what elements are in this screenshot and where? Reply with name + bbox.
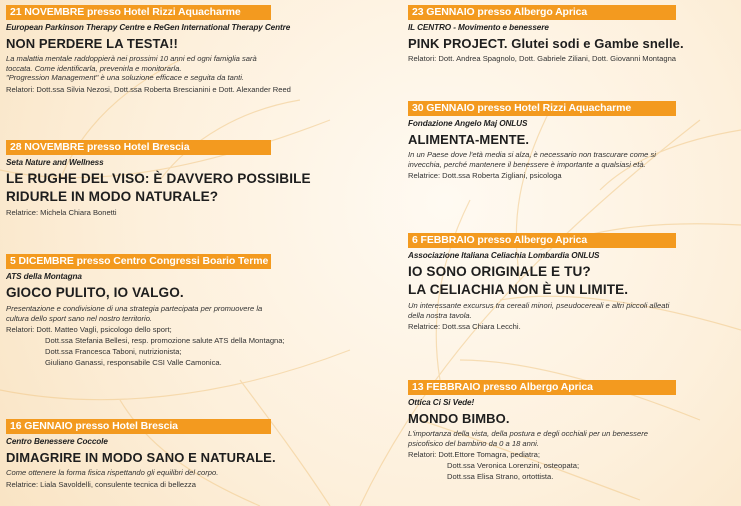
- event-card: [6, 5, 346, 96]
- event-organizer: ATS della Montagna: [6, 272, 82, 281]
- event-card: [6, 140, 346, 219]
- event-title: MONDO BIMBO.: [408, 411, 510, 426]
- event-organizer: Centro Benessere Coccole: [6, 437, 108, 446]
- event-title: ALIMENTA-MENTE.: [408, 132, 530, 147]
- event-card: [408, 5, 738, 65]
- event-date-bar: 21 NOVEMBRE presso Hotel Rizzi Aquacharme: [6, 5, 271, 20]
- event-card: [6, 254, 346, 368]
- event-card: [408, 233, 738, 333]
- event-speakers: Relatori: Dott.ssa Silvia Nezosi, Dott.ssa Roberta Brescianini e Dott. Alexander Reed: [6, 84, 291, 94]
- event-date-bar: 6 FEBBRAIO presso Albergo Aprica: [408, 233, 676, 248]
- event-speakers: Relatori: Dott. Andrea Spagnolo, Dott. Gabriele Ziliani, Dott. Giovanni Montagna: [408, 54, 677, 63]
- event-organizer: IL CENTRO - Movimento e benessere: [408, 23, 549, 32]
- event-card: [408, 380, 738, 483]
- event-description: Come ottenere la forma fisica rispettando gli equilibri del corpo.: [6, 468, 219, 477]
- event-date-bar: 30 GENNAIO presso Hotel Rizzi Aquacharme: [408, 101, 676, 116]
- event-organizer: Associazione Italiana Celiachia Lombardia ONLUS: [408, 251, 600, 260]
- event-organizer: Fondazione Angelo Maj ONLUS: [408, 119, 528, 128]
- event-title: PINK PROJECT. Glutei sodi e Gambe snelle.: [408, 36, 684, 51]
- event-card: [408, 101, 738, 182]
- event-title: DIMAGRIRE IN MODO SANO E NATURALE.: [6, 450, 276, 465]
- event-title: IO SONO ORIGINALE E TU? LA CELIACHIA NON È UN LIMITE.: [408, 264, 629, 297]
- event-description: In un Paese dove l'età media si alza, è necessario non trascurare come si invecchia, perché mantenere il benessere è importante a qualsiasi età.: [408, 150, 656, 169]
- event-date-bar: 5 DICEMBRE presso Centro Congressi Boario Terme: [6, 254, 271, 269]
- event-description: Un interessante excursus tra cereali minori, pseudocereali e altri piccoli alleati della nostra tavola.: [408, 301, 670, 320]
- event-date-bar: 28 NOVEMBRE presso Hotel Brescia: [6, 140, 271, 155]
- event-description: L'importanza della vista, della postura e degli occhiali per un benessere psicofisico del bambino da 0 a 18 anni.: [408, 429, 648, 448]
- event-speakers: Relatori: Dott. Matteo Vagli, psicologo dello sport; Dott.ssa Stefania Bellesi, resp. promozione salute ATS della Montagna; Dott.ssa Francesca Taboni, nutrizionista; Giuliano Ganassi, responsabile CSI Valle Camonica.: [6, 325, 285, 367]
- event-speakers: Relatrice: Liala Savoldelli, consulente tecnica di bellezza: [6, 479, 196, 489]
- event-title: NON PERDERE LA TESTA!!: [6, 36, 178, 51]
- event-speakers: Relatrice: Dott.ssa Roberta Zigliani, psicologa: [408, 171, 562, 181]
- event-date-bar: 16 GENNAIO presso Hotel Brescia: [6, 419, 271, 434]
- event-date-bar: 23 GENNAIO presso Albergo Aprica: [408, 5, 676, 20]
- event-speakers: Relatrice: Michela Chiara Bonetti: [6, 208, 117, 217]
- event-organizer: European Parkinson Therapy Centre e ReGen International Therapy Centre: [6, 23, 291, 32]
- event-title: LE RUGHE DEL VISO: È DAVVERO POSSIBILE RIDURLE IN MODO NATURALE?: [6, 171, 311, 204]
- event-speakers: Relatrice: Dott.ssa Chiara Lecchi.: [408, 322, 521, 332]
- event-card: [6, 419, 346, 490]
- event-description: La malattia mentale raddoppierà nei prossimi 10 anni ed ogni famiglia sarà toccata. Come identificarla, prevenirla e monitorarla. "Progression Management" è una soluzione efficace e seguita da tanti.: [6, 54, 257, 83]
- event-description: Presentazione e condivisione di una strategia partecipata per promuovere la cultura dello sport sano nel nostro territorio.: [6, 304, 263, 323]
- event-organizer: Ottica Ci Si Vede!: [408, 398, 475, 407]
- event-date-bar: 13 FEBBRAIO presso Albergo Aprica: [408, 380, 676, 395]
- event-organizer: Seta Nature and Wellness: [6, 158, 104, 167]
- event-title: GIOCO PULITO, IO VALGO.: [6, 285, 184, 300]
- event-speakers: Relatori: Dott.Ettore Tomagra, pediatra; Dott.ssa Veronica Lorenzini, osteopata; Dott.ssa Elisa Strano, ortottista.: [408, 450, 580, 481]
